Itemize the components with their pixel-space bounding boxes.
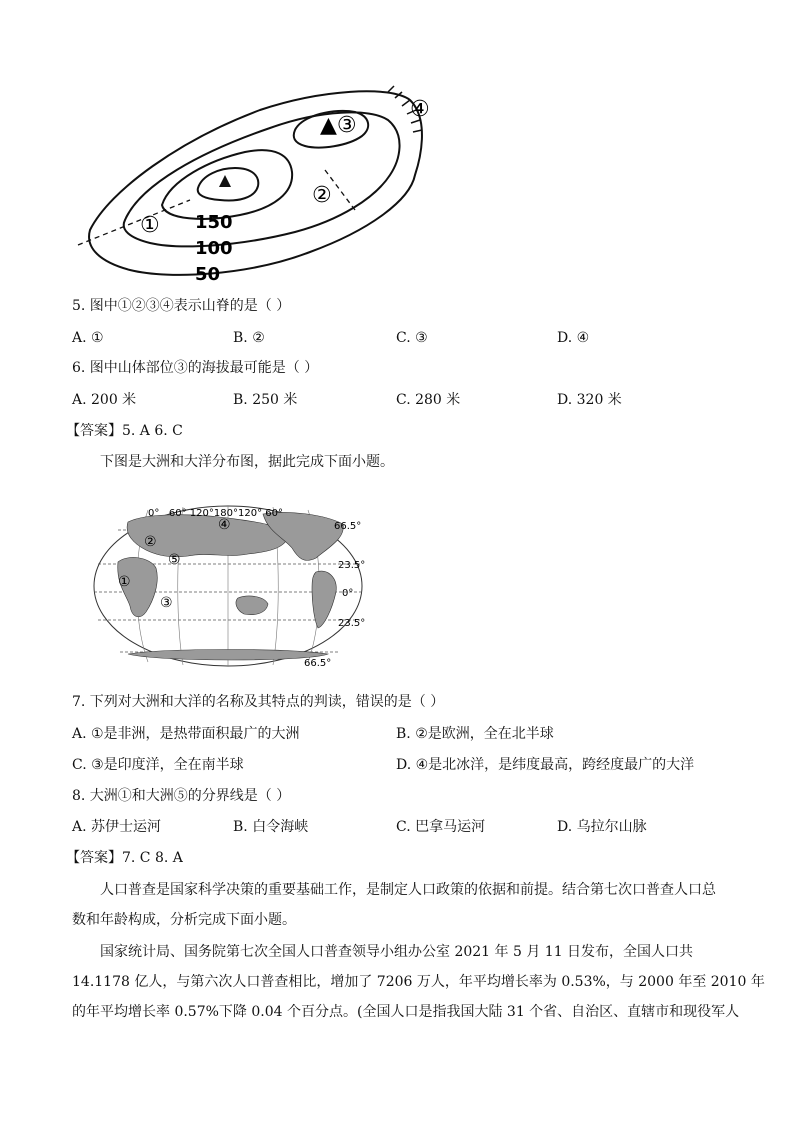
map-marker-2: ② [144,534,157,550]
marker-1: ① [140,213,160,238]
q8-option-c: C. 巴拿马运河 [396,819,486,835]
q6-option-a: A. 200 米 [72,392,137,408]
question-5: 5. 图中①②③④表示山脊的是（ ） [72,298,291,314]
peak-triangle-main [219,175,231,187]
q5-option-c: C. ③ [396,330,428,346]
contour-line-50 [89,91,422,275]
q8-option-d: D. 乌拉尔山脉 [557,819,647,835]
question-8: 8. 大洲①和大洲⑤的分界线是（ ） [72,788,291,804]
longitude-labels: 0° 60° 120°180°120° 60° [148,508,283,519]
lat-label-23s: 23.5° [338,618,366,629]
map-marker-5: ⑤ [168,552,181,568]
contour-label-100: 100 [195,238,233,259]
map-marker-4: ④ [218,517,231,533]
contour-map-figure [70,80,450,290]
question-7: 7. 下列对大洲和大洋的名称及其特点的判读，错误的是（ ） [72,694,445,710]
q7-option-d: D. ④是北冰洋，是纬度最高，跨经度最广的大洋 [396,757,695,773]
paragraph-1-line-2: 数和年龄构成，分析完成下面小题。 [72,912,296,928]
lat-label-0: 0° [342,588,354,599]
marker-4: ④ [410,97,430,122]
world-map-figure [88,502,388,670]
contour-line-100 [124,112,400,246]
contour-label-150: 150 [195,212,233,233]
lat-label-23n: 23.5° [338,560,366,571]
map-marker-3: ③ [160,595,173,611]
q8-option-a: A. 苏伊士运河 [72,819,162,835]
q6-option-b: B. 250 米 [233,392,298,408]
continent-antarctica [128,650,328,661]
q7-option-a: A. ①是非洲，是热带面积最广的大洲 [72,726,300,742]
q8-option-b: B. 白令海峡 [233,819,309,835]
lat-label-66s: 66.5° [304,658,332,669]
contour-label-50: 50 [195,264,221,285]
lat-label-66n: 66.5° [334,521,362,532]
map-marker-1: ① [118,574,131,590]
q5-option-a: A. ① [72,330,104,346]
q5-option-b: B. ② [233,330,265,346]
question-6: 6. 图中山体部位③的海拔最可能是（ ） [72,360,319,376]
q5-option-d: D. ④ [557,330,590,346]
paragraph-2-line-2: 14.1178 亿人，与第六次人口普查相比，增加了 7206 万人，年平均增长率为 0.53%，与 2000 年至 2010 年 [72,974,765,990]
q7-option-c: C. ③是印度洋，全在南半球 [72,757,244,773]
q6-option-d: D. 320 米 [557,392,622,408]
marker-2: ② [312,183,332,208]
q6-option-c: C. 280 米 [396,392,461,408]
paragraph-2-line-1: 国家统计局、国务院第七次全国人口普查领导小组办公室 2021 年 5 月 11 日发布，全国人口共 [100,944,694,960]
map-intro: 下图是大洲和大洋分布图，据此完成下面小题。 [100,454,394,470]
marker-3: ▲③ [320,113,357,138]
q7-option-b: B. ②是欧洲，全在北半球 [396,726,554,742]
paragraph-1-line-1: 人口普查是国家科学决策的重要基础工作，是制定人口政策的依据和前提。结合第七次口普查人口总 [100,882,716,898]
answer-5-6: 【答案】5. A 6. C [66,423,183,439]
answer-7-8: 【答案】7. C 8. A [66,850,183,866]
paragraph-2-line-3: 的年平均增长率 0.57%下降 0.04 个百分点。(全国人口是指我国大陆 31 个省、自治区、直辖市和现役军人 [72,1004,740,1020]
